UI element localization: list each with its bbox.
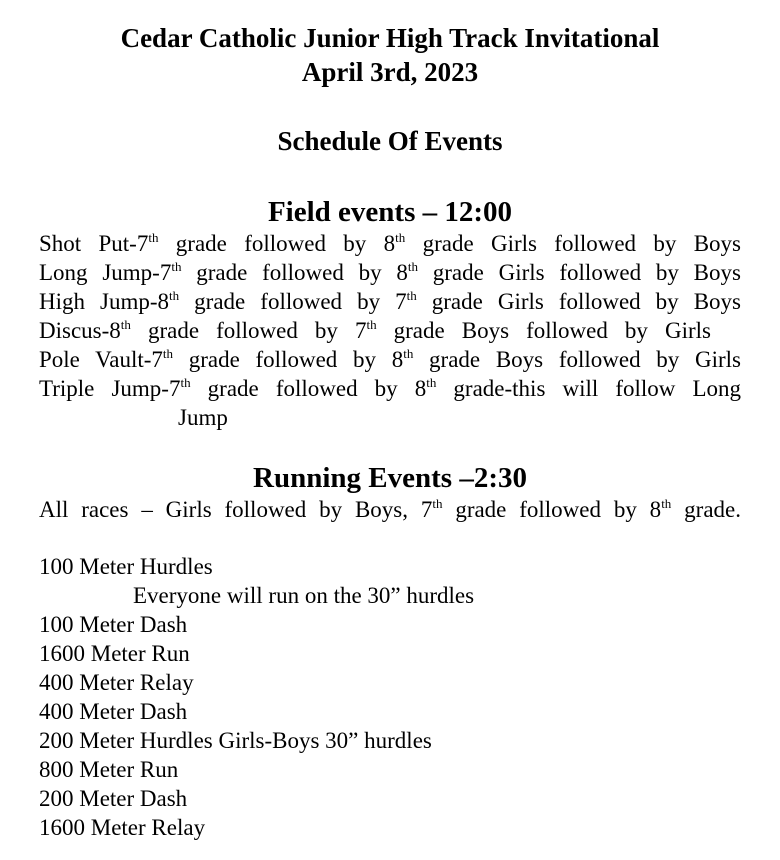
- race-item: 800 Meter Run: [39, 757, 179, 782]
- race-item: 400 Meter Relay: [39, 670, 194, 695]
- event-date: April 3rd, 2023: [301, 57, 479, 87]
- field-event-line: Triple Jump-7th grade followed by 8th grade-this will follow Long: [39, 375, 741, 401]
- running-events-heading: Running Events –2:30: [253, 462, 527, 494]
- race-item: 100 Meter Hurdles: [39, 554, 213, 579]
- race-item: 1600 Meter Run: [39, 641, 190, 666]
- field-event-line: Shot Put-7th grade followed by 8th grade Girls followed by Boys: [39, 230, 741, 256]
- race-item: 100 Meter Dash: [39, 612, 188, 637]
- field-event-line: Pole Vault-7th grade followed by 8th grade Boys followed by Girls: [39, 346, 741, 372]
- field-events-heading: Field events – 12:00: [267, 196, 513, 228]
- field-event-line: Discus-8th grade followed by 7th grade Boys followed by Girls: [39, 317, 711, 343]
- schedule-heading: Schedule Of Events: [277, 126, 503, 156]
- race-item: 200 Meter Hurdles Girls-Boys 30” hurdles: [39, 728, 432, 753]
- page-title: Cedar Catholic Junior High Track Invitational: [120, 23, 660, 53]
- field-event-continuation: Jump: [178, 405, 228, 430]
- running-events-note: All races – Girls followed by Boys, 7th grade followed by 8th grade.: [39, 496, 741, 522]
- race-item: 400 Meter Dash: [39, 699, 188, 724]
- race-item: 1600 Meter Relay: [39, 815, 206, 840]
- hurdles-note: Everyone will run on the 30” hurdles: [133, 583, 475, 608]
- field-event-line: High Jump-8th grade followed by 7th grade Girls followed by Boys: [39, 288, 741, 314]
- race-item: 200 Meter Dash: [39, 786, 188, 811]
- field-event-line: Long Jump-7th grade followed by 8th grade Girls followed by Boys: [39, 259, 741, 285]
